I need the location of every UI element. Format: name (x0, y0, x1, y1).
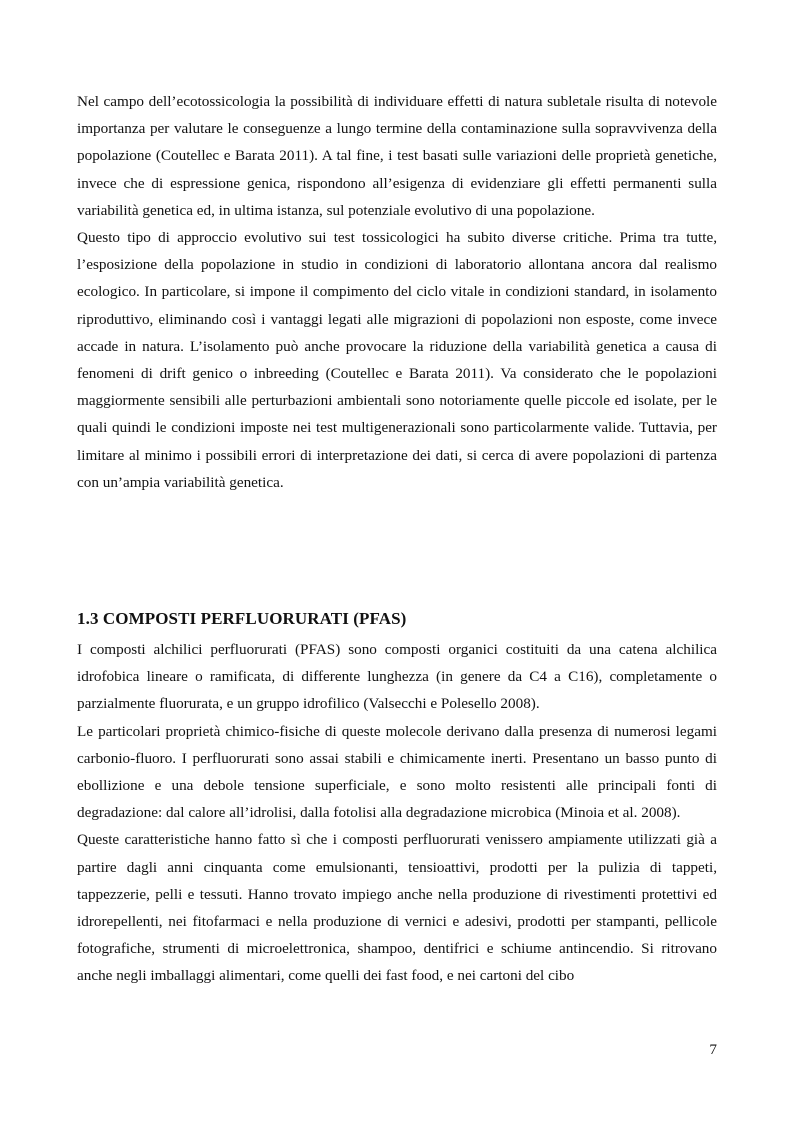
text-block-after-heading (77, 636, 717, 990)
page-number: 7 (709, 1041, 717, 1058)
text-block-before-heading (77, 88, 717, 496)
paragraph-pfas-properties: Le particolari proprietà chimico-fisiche di queste molecole derivano dalla presenza di numerosi legami carbonio-fluoro. I perfluorurati sono assai stabili e chimicamente inerti. Presentano un basso punto di ebollizione e una debole tensione superficiale, e sono molto resistenti alle principali fonti di degradazione: dal calore all’idrolisi, dalla fotolisi alla degradazione microbica (Minoia et al. 2008). (77, 722, 717, 822)
section-heading: 1.3 COMPOSTI PERFLUORURATI (PFAS) (77, 609, 407, 628)
paragraph-pfas-definition: I composti alchilici perfluorurati (PFAS) sono composti organici costituiti da una catena alchilica idrofobica lineare o ramificata, di differente lunghezza (in genere da C4 a C16), completamente o parzialmente fluorurata, e un gruppo idrofilico (Valsecchi e Polesello 2008). (77, 641, 717, 713)
paragraph-ecotoxicology: Nel campo dell’ecotossicologia la possibilità di individuare effetti di natura subletale risulta di notevole importanza per valutare le conseguenze a lungo termine della contaminazione sulla sopravvivenza della popolazione (Coutellec e Barata 2011). A tal fine, i test basati sulle variazioni delle proprietà genetiche, invece che di espressione genica, rispondono all’esigenza di evidenziare gli effetti permanenti sulla variabilità genetica ed, in ultima istanza, sul potenziale evolutivo di una popolazione. (77, 93, 717, 219)
paragraph-pfas-uses: Queste caratteristiche hanno fatto sì che i composti perfluorurati venissero ampiamente utilizzati già a partire dagli anni cinquanta come emulsionanti, tensioattivi, prodotti per la pulizia di tappeti, tappezzerie, pelli e tessuti. Hanno trovato impiego anche nella produzione di rivestimenti protettivi ed idrorepellenti, nei fitofarmaci e nella produzione di vernici e adesivi, prodotti per stampanti, pellicole fotografiche, strumenti di microelettronica, shampoo, dentifrici e schiume antincendio. Si ritrovano anche negli imballaggi alimentari, come quelli dei fast food, e nei cartoni del cibo (77, 831, 717, 985)
paragraph-evolutionary-approach: Questo tipo di approccio evolutivo sui test tossicologici ha subito diverse critiche. Prima tra tutte, l’esposizione della popolazione in studio in condizioni di laboratorio allontana ancora dal realismo ecologico. In particolare, si impone il compimento del ciclo vitale in condizioni standard, in isolamento riproduttivo, eliminando così i vantaggi legati alle migrazioni di popolazioni non esposte, come invece accade in natura. L’isolamento può anche provocare la riduzione della variabilità genetica a causa di fenomeni di drift genico o inbreeding (Coutellec e Barata 2011). Va considerato che le popolazioni maggiormente sensibili alle perturbazioni ambientali sono notoriamente quelle piccole ed isolate, per le quali quindi le condizioni imposte nei test multigenerazionali sono particolarmente valide. Tuttavia, per limitare al minimo i possibili errori di interpretazione dei dati, si cerca di avere popolazioni di partenza con un’ampia variabilità genetica. (77, 229, 717, 491)
